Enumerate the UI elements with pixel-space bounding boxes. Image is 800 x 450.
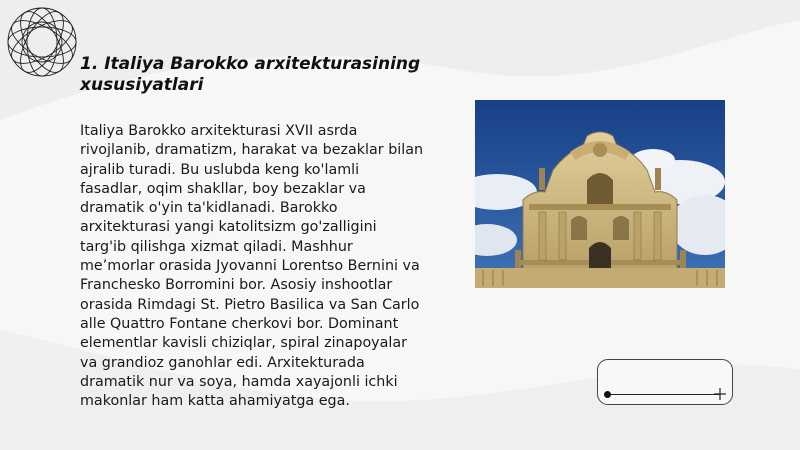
slide-title: 1. Italiya Barokko arxitekturasining xususiyatlari [80, 54, 421, 95]
logo-icon [4, 4, 80, 80]
baroque-facade-image [475, 100, 725, 288]
slider-control[interactable] [597, 359, 733, 405]
slider-track[interactable] [607, 394, 720, 395]
slider-handle[interactable] [604, 391, 611, 398]
plus-icon[interactable] [714, 388, 726, 400]
slide-body-text: Italiya Barokko arxitekturasi XVII asrda rivojlanib, dramatizm, harakat va bezaklar bilan ajralib turadi. Bu uslubda keng ko'lamli fasadlar, oqim shakllar, boy bezaklar va dramatik o'yin ta'kidlanadi. Barokko arxitekturasi yangi katolitsizm go'zalligini targ'ib qilishga xizmat qiladi. Mashhur me’morlar orasida Jyovanni Lorentso Bernini va Franchesko Borromini bor. Asosiy inshootlar orasida Rimdagi St. Pietro Basilica va San Carlo alle Quattro Fontane cherkovi bor. Dominant elementlar kavisli chiziqlar, spiral zinapoyalar va grandioz ganohlar edi. Arxitekturada dramatik nur va soya, hamda xayajonli ichki makonlar ham katta ahamiyatga ega. [80, 123, 424, 410]
